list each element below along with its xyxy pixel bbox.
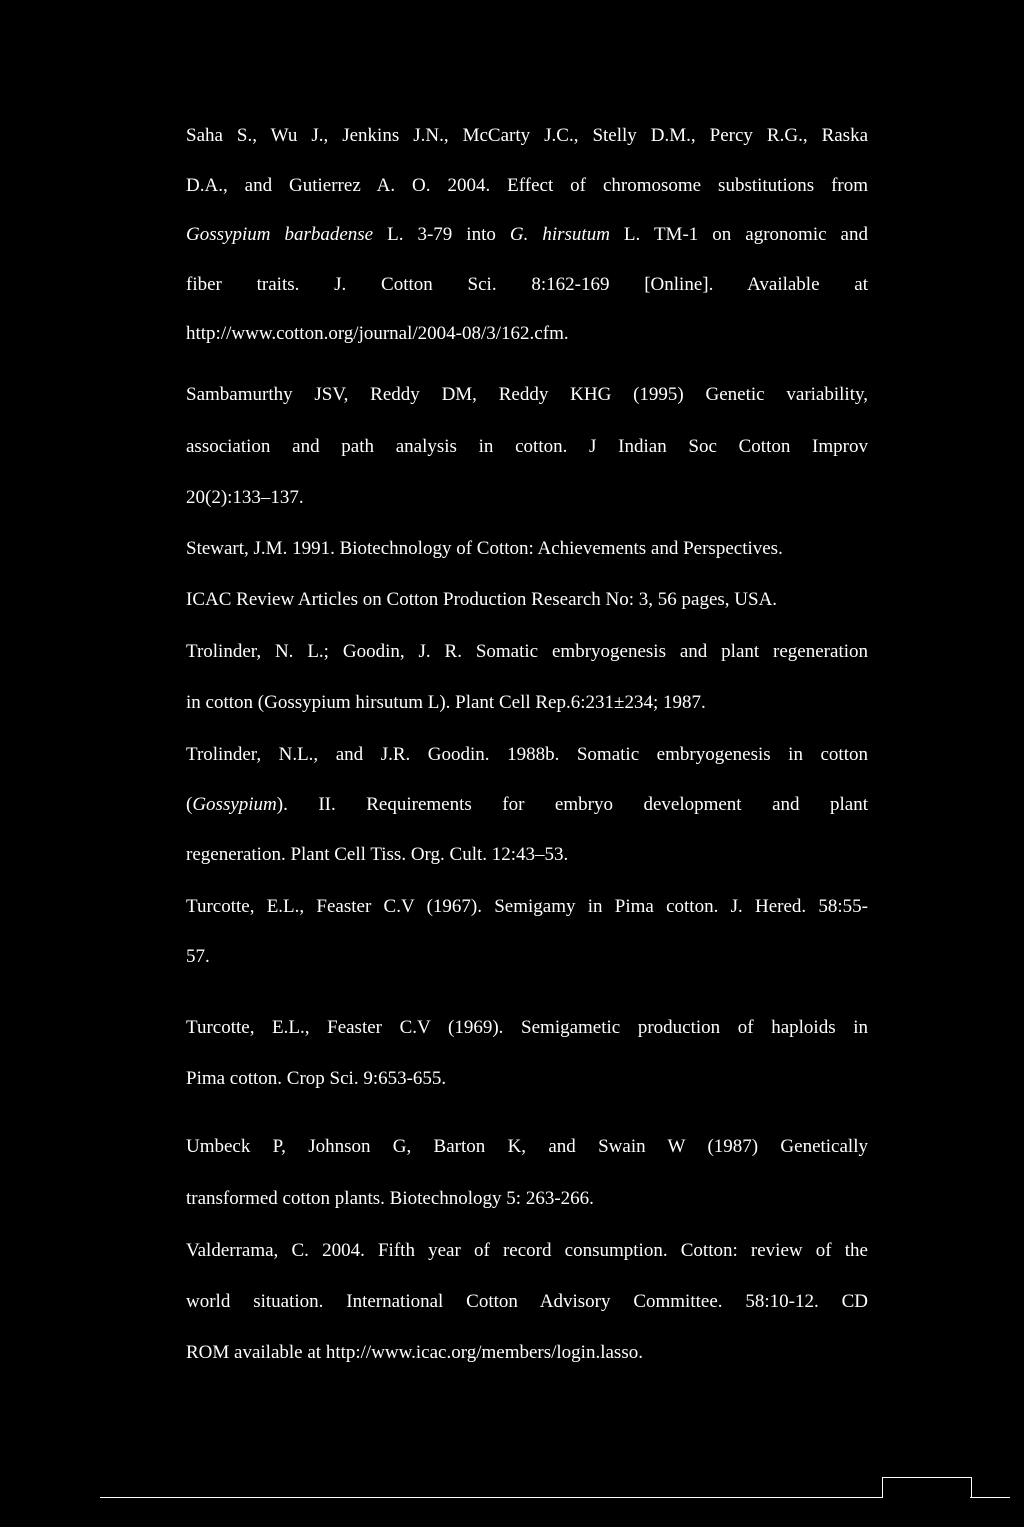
reference-line: transformed cotton plants. Biotechnology 5: 263-266. [186, 1188, 594, 1209]
reference-line: Saha S., Wu J., Jenkins J.N., McCarty J.C., Stelly D.M., Percy R.G., Raska [186, 125, 868, 146]
reference-line [186, 223, 868, 247]
reference-line: ICAC Review Articles on Cotton Production Research No: 3, 56 pages, USA. [186, 589, 778, 610]
reference-line: Turcotte, E.L., Feaster C.V (1969). Semigametic production of haploids in [186, 1017, 868, 1038]
reference-line [186, 793, 868, 817]
footer-tail-rule [970, 1497, 1010, 1498]
reference-line: association and path analysis in cotton. J Indian Soc Cotton Improv [186, 436, 868, 457]
footer-bracket [882, 1477, 972, 1498]
reference-line: fiber traits. J. Cotton Sci. 8:162-169 [Online]. Available at [186, 274, 868, 295]
reference-line: Trolinder, N.L., and J.R. Goodin. 1988b. Somatic embryogenesis in cotton [186, 744, 868, 765]
reference-url: http://www.cotton.org/journal/2004-08/3/162.cfm. [186, 323, 569, 344]
species-name: Gossypium barbadense [186, 224, 374, 245]
reference-text: L. 3-79 into [373, 224, 510, 245]
reference-line: Pima cotton. Crop Sci. 9:653-655. [186, 1068, 447, 1089]
reference-line: Stewart, J.M. 1991. Biotechnology of Cotton: Achievements and Perspectives. [186, 538, 783, 559]
reference-line: Trolinder, N. L.; Goodin, J. R. Somatic embryogenesis and plant regeneration [186, 641, 868, 662]
reference-text: ). II. Requirements for embryo development and plant [276, 794, 868, 815]
reference-line: ROM available at http://www.icac.org/members/login.lasso. [186, 1342, 643, 1363]
reference-line: regeneration. Plant Cell Tiss. Org. Cult. 12:43–53. [186, 844, 569, 865]
footer-rule [100, 1497, 882, 1498]
reference-line: in cotton (Gossypium hirsutum L). Plant Cell Rep.6:231±234; 1987. [186, 692, 706, 713]
reference-line: Umbeck P, Johnson G, Barton K, and Swain W (1987) Genetically [186, 1136, 868, 1157]
species-name: Gossypium [192, 794, 277, 815]
reference-line: Sambamurthy JSV, Reddy DM, Reddy KHG (1995) Genetic variability, [186, 384, 868, 405]
reference-line: Turcotte, E.L., Feaster C.V (1967). Semigamy in Pima cotton. J. Hered. 58:55- [186, 896, 868, 917]
reference-line: D.A., and Gutierrez A. O. 2004. Effect of chromosome substitutions from [186, 175, 868, 196]
reference-line: world situation. International Cotton Advisory Committee. 58:10-12. CD [186, 1291, 868, 1312]
reference-line: Valderrama, C. 2004. Fifth year of record consumption. Cotton: review of the [186, 1240, 868, 1261]
reference-text: ( [186, 794, 193, 815]
reference-text: L. TM-1 on agronomic and [609, 224, 868, 245]
reference-line: 20(2):133–137. [186, 487, 304, 508]
species-name: G. hirsutum [509, 224, 610, 245]
reference-line: 57. [186, 946, 210, 967]
